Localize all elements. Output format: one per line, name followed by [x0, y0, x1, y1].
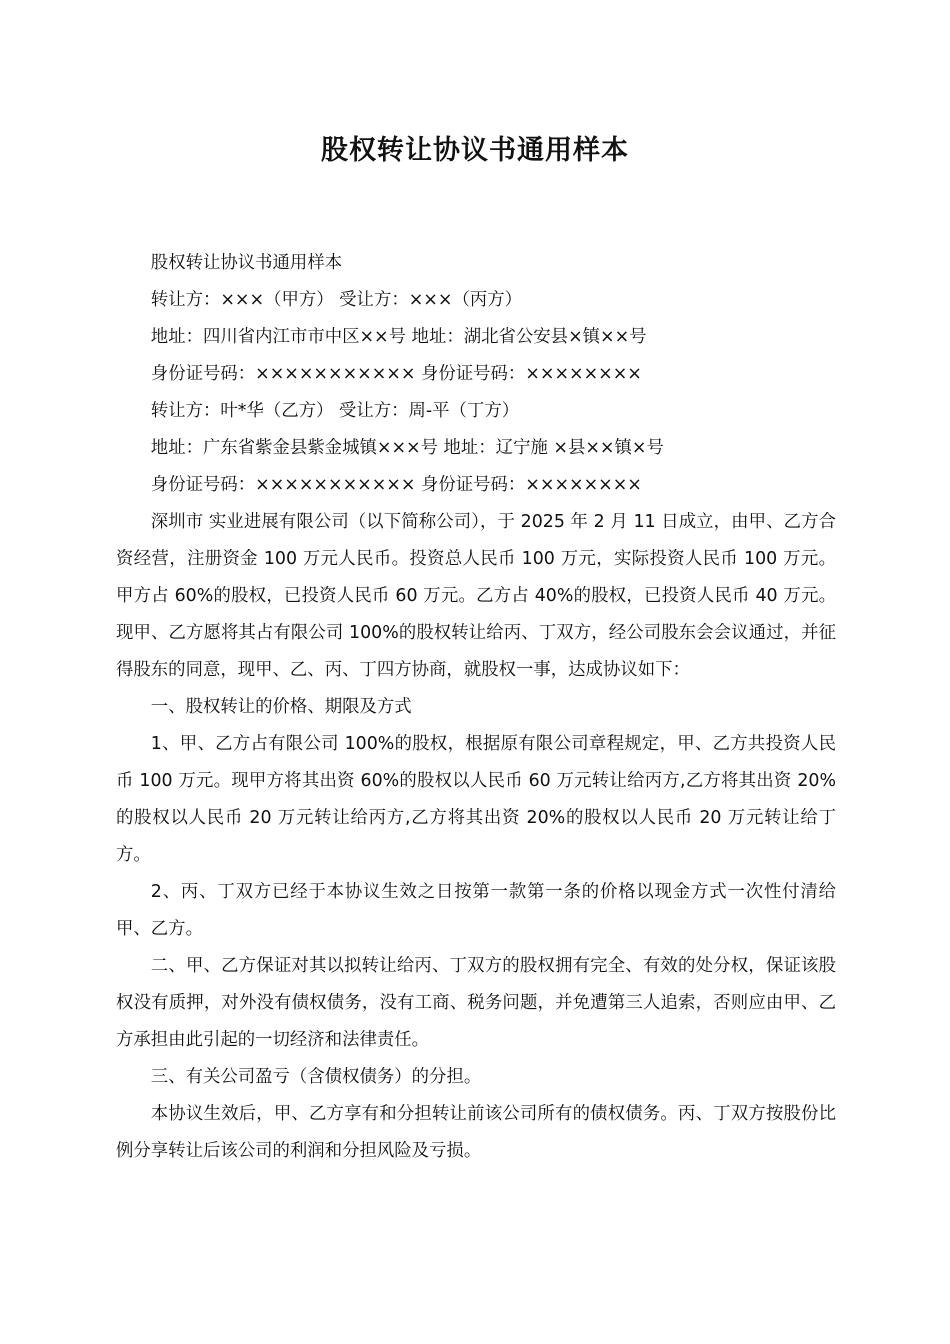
paragraph-section-two: 二、甲、乙方保证对其以拟转让给丙、丁双方的股权拥有完全、有效的处分权，保证该股权没有质押，对外没有债权债务，没有工商、税务问题，并免遭第三人追索，否则应由甲、乙方承担由此引起的一切经济和法律责任。	[116, 956, 836, 1050]
paragraph-address-2: 地址：广东省紫金县紫金城镇×××号 地址：辽宁施 ×县××镇×号	[150, 438, 664, 458]
paragraph-section-three-body: 本协议生效后，甲、乙方享有和分担转让前该公司所有的债权债务。丙、丁双方按股份比例分享转让后该公司的利润和分担风险及亏损。	[116, 1104, 836, 1161]
paragraph-parties-2: 转让方：叶*华（乙方） 受让方：周-平（丁方）	[150, 401, 520, 421]
paragraph-section-one-item-1: 1、甲、乙方占有限公司 100%的股权，根据原有限公司章程规定，甲、乙方共投资人民币 100 万元。现甲方将其出资 60%的股权以人民币 60 万元转让给丙方,乙方将其出资 20%的股权以人民币 20 万元转让给丙方,乙方将其出资 20%的股权以人民币 20 万元转让给丁方。	[116, 734, 836, 865]
paragraph-id-1: 身份证号码：××××××××××× 身份证号码：××××××××	[150, 364, 642, 384]
paragraph-parties-1: 转让方：×××（甲方） 受让方：×××（丙方）	[150, 290, 523, 310]
paragraph-address-1: 地址：四川省内江市市中区××号 地址：湖北省公安县×镇××号	[150, 327, 647, 347]
paragraph-heading: 股权转让协议书通用样本	[150, 253, 343, 273]
document-body	[116, 245, 836, 1170]
document-title: 股权转让协议书通用样本	[321, 135, 629, 166]
paragraph-id-2: 身份证号码：××××××××××× 身份证号码：××××××××	[150, 475, 642, 495]
paragraph-company-background: 深圳市 实业进展有限公司（以下简称公司），于 2025 年 2 月 11 日成立，由甲、乙方合资经营，注册资金 100 万元人民币。投资总人民币 100 万元，实际投资人民币 100 万元。甲方占 60%的股权，已投资人民币 60 万元。乙方占 40%的股权，已投资人民币 40 万元。现甲、乙方愿将其占有限公司 100%的股权转让给丙、丁双方，经公司股东会会议通过，并征得股东的同意，现甲、乙、丙、丁四方协商，就股权一事，达成协议如下：	[116, 512, 836, 680]
paragraph-section-one-title: 一、股权转让的价格、期限及方式	[150, 697, 412, 717]
paragraph-section-three-title: 三、有关公司盈亏（含债权债务）的分担。	[150, 1067, 482, 1087]
paragraph-section-one-item-2: 2、丙、丁双方已经于本协议生效之日按第一款第一条的价格以现金方式一次性付清给甲、乙方。	[116, 882, 836, 939]
